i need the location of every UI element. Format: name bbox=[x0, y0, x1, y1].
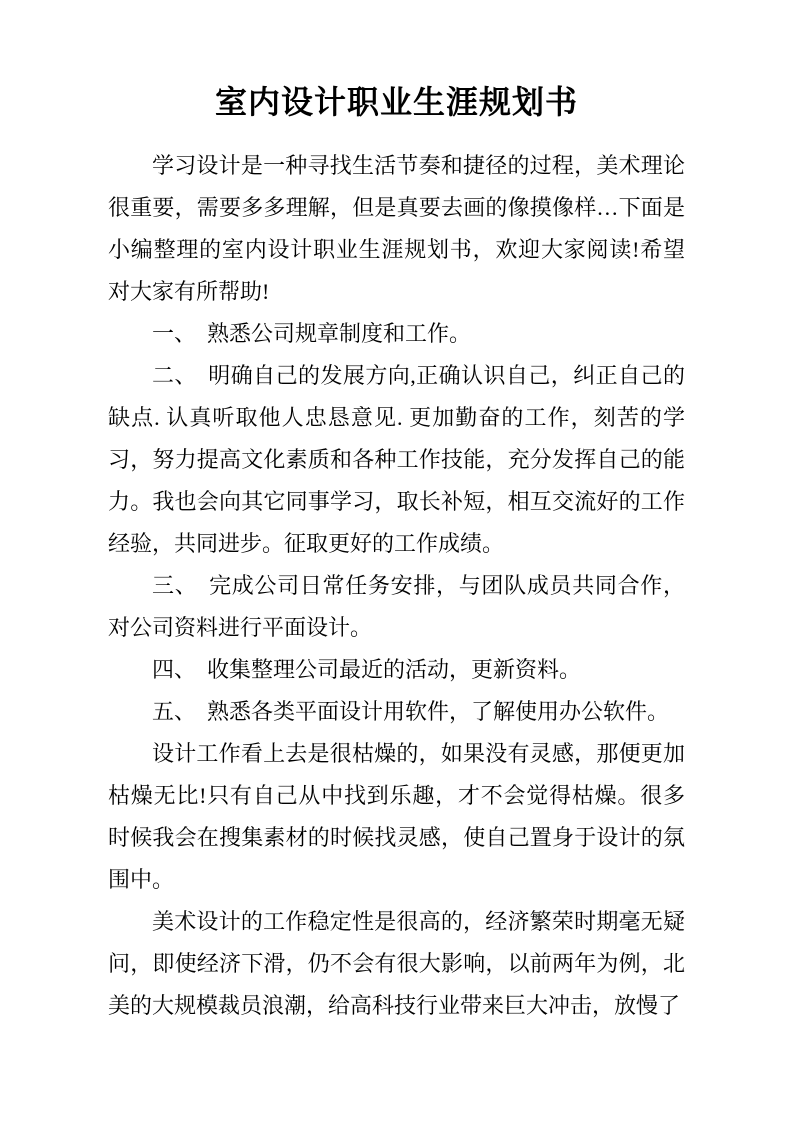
paragraph-list-item-1: 一、 熟悉公司规章制度和工作。 bbox=[152, 321, 472, 346]
paragraph-list-item-3: 三、 完成公司日常任务安排，与团队成员共同合作，对公司资料进行平面设计。 bbox=[108, 573, 685, 640]
paragraph-intro: 学习设计是一种寻找生活节奏和捷径的过程，美术理论很重要，需要多多理解，但是真要去画的像摸像样…下面是小编整理的室内设计职业生涯规划书，欢迎大家阅读!希望对大家有所帮助! bbox=[108, 153, 685, 304]
paragraph-list-item-4: 四、 收集整理公司最近的活动，更新资料。 bbox=[152, 657, 582, 682]
document-body bbox=[108, 145, 685, 1027]
document-title: 室内设计职业生涯规划书 bbox=[214, 84, 578, 120]
paragraph-job-stability: 美术设计的工作稳定性是很高的，经济繁荣时期毫无疑问，即使经济下滑，仍不会有很大影响，以前两年为例，北美的大规模裁员浪潮，给高科技行业带来巨大冲击，放慢了 bbox=[108, 909, 685, 1018]
paragraph-design-work: 设计工作看上去是很枯燥的，如果没有灵感，那便更加枯燥无比!只有自己从中找到乐趣，才不会觉得枯燥。很多时候我会在搜集素材的时候找灵感，使自己置身于设计的氛围中。 bbox=[108, 741, 685, 892]
paragraph-list-item-2: 二、 明确自己的发展方向,正确认识自己，纠正自己的缺点. 认真听取他人忠恳意见. 更加勤奋的工作，刻苦的学习，努力提高文化素质和各种工作技能，充分发挥自己的能力。我也会向其它同事学习，取长补短，相互交流好的工作经验，共同进步。征取更好的工作成绩。 bbox=[108, 363, 685, 556]
paragraph-list-item-5: 五、 熟悉各类平面设计用软件，了解使用办公软件。 bbox=[152, 699, 670, 724]
